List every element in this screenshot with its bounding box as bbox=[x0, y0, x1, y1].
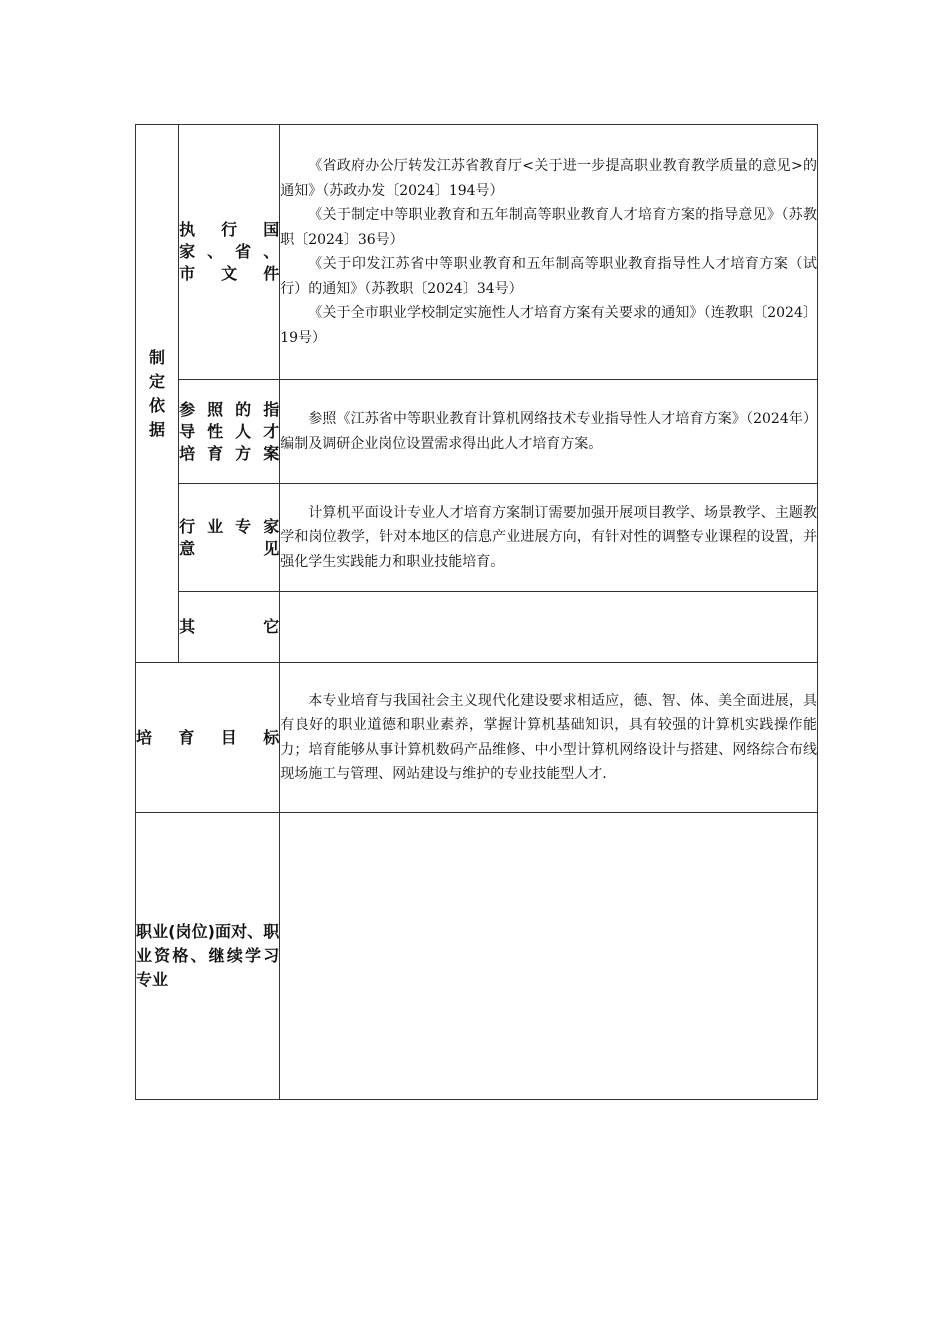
table-row bbox=[136, 813, 818, 1100]
career-content bbox=[280, 813, 818, 1100]
other-content bbox=[280, 592, 818, 663]
basis-char: 据 bbox=[149, 419, 166, 439]
goal-label bbox=[136, 663, 280, 813]
label-line: 导性人才 bbox=[179, 421, 280, 441]
training-plan-table bbox=[135, 124, 818, 1100]
basis-group-label bbox=[136, 125, 179, 663]
goal-paragraph: 本专业培育与我国社会主义现代化建设要求相适应，德、智、体、美全面进展，具有良好的职业道德和职业素养，掌握计算机基础知识，具有较强的计算机实践操作能力；培育能够从事计算机数码产品维修、中小型计算机网络设计与搭建、网络综合布线现场施工与管理、网站建设与维护的专业技能型人才. bbox=[280, 692, 817, 782]
label-line: 培育方案 bbox=[179, 443, 280, 463]
label-line: 行业专家 bbox=[179, 516, 280, 536]
reference-plan-label bbox=[179, 380, 280, 484]
label-line: 家、省、 bbox=[179, 242, 280, 261]
table-row bbox=[136, 663, 818, 813]
documents-label bbox=[179, 125, 280, 380]
goal-content bbox=[280, 663, 818, 813]
label-line: 参照的指 bbox=[179, 399, 280, 419]
basis-char: 定 bbox=[149, 371, 166, 391]
basis-char: 依 bbox=[149, 395, 166, 415]
career-label-text: 职业(岗位)面对、职业资格、继续学习专业 bbox=[136, 922, 280, 989]
document-paragraph: 《关于全市职业学校制定实施性人才培育方案有关要求的通知》（连教职〔2024〕19号） bbox=[280, 305, 817, 346]
basis-char: 制 bbox=[149, 347, 166, 367]
reference-paragraph: 参照《江苏省中等职业教育计算机网络技术专业指导性人才培育方案》（2024年）编制及调研企业岗位设置需求得出此人才培育方案。 bbox=[280, 411, 817, 452]
goal-label-text: 培 育 目 标 bbox=[136, 727, 280, 747]
document-paragraph: 《关于印发江苏省中等职业教育和五年制高等职业教育指导性人才培育方案（试行）的通知》（苏教职〔2024〕34号） bbox=[280, 256, 817, 297]
label-line: 市 文 件 bbox=[179, 264, 280, 283]
label-line: 执 行 国 bbox=[179, 220, 280, 239]
career-label bbox=[136, 813, 280, 1100]
other-label bbox=[179, 592, 280, 663]
label-line: 意 见 bbox=[179, 538, 280, 558]
expert-paragraph: 计算机平面设计专业人才培育方案制订需要加强开展项目教学、场景教学、主题教学和岗位教学，针对本地区的信息产业进展方向，有针对性的调整专业课程的设置，并强化学生实践能力和职业技能培育。 bbox=[280, 504, 817, 570]
document-paragraph: 《关于制定中等职业教育和五年制高等职业教育人才培育方案的指导意见》（苏教职〔2024〕36号） bbox=[280, 207, 817, 248]
expert-opinion-label bbox=[179, 484, 280, 592]
table-row bbox=[136, 380, 818, 484]
table-row bbox=[136, 125, 818, 380]
table-row bbox=[136, 592, 818, 663]
documents-content bbox=[280, 125, 818, 380]
table-row bbox=[136, 484, 818, 592]
label-line: 其 它 bbox=[179, 617, 280, 636]
reference-plan-content bbox=[280, 380, 818, 484]
expert-opinion-content bbox=[280, 484, 818, 592]
document-paragraph: 《省政府办公厅转发江苏省教育厅<关于进一步提高职业教育教学质量的意见>的通知》（苏政办发〔2024〕194号） bbox=[280, 158, 817, 199]
